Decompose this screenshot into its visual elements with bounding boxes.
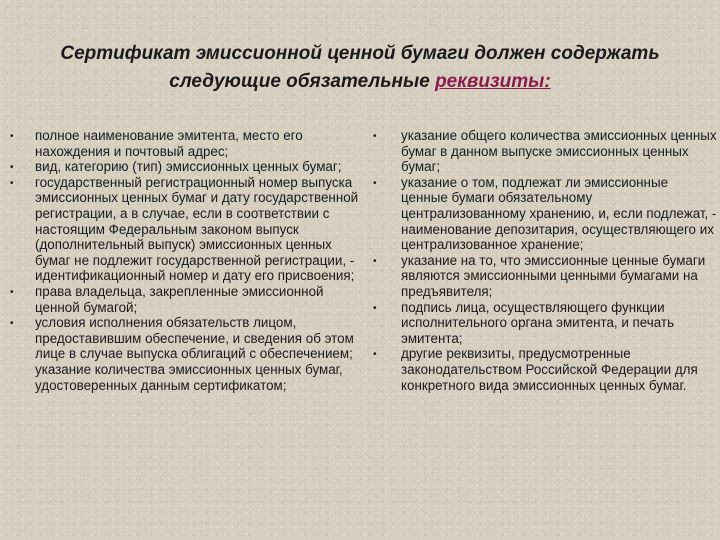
list-item — [10, 128, 360, 159]
list-item — [373, 128, 718, 175]
list-item-text: государственный регистрационный номер выпуска эмиссионных ценных бумаг и дату государственной регистрации, а в случае, если в соответствии с настоящим Федеральным законом выпуск (дополнительный выпуск) эмиссионных ценных бумаг не подлежит государственной регистрации, - идентификационный номер и дату его присвоения; — [35, 174, 359, 284]
right-column-list — [373, 128, 718, 393]
bullet-icon: • — [373, 131, 377, 142]
title-line-2-prefix: следующие обязательные — [169, 71, 436, 92]
bullet-icon: • — [373, 349, 377, 361]
title-accent-word: реквизиты: — [435, 71, 551, 92]
left-column-list — [10, 128, 360, 393]
list-item-text: указание на то, что эмиссионные ценные бумаги являются эмиссионными ценными бумагами на предъявителя; — [401, 252, 706, 299]
bullet-icon: • — [373, 177, 377, 189]
list-item-text: условия исполнения обязательств лицом, предоставившим обеспечение, и сведения об этом лице в случае выпуска облигаций с обеспечением; указание количества эмиссионных ценных бумаг, удостоверенных данным сертификатом; — [35, 315, 354, 393]
list-item — [373, 175, 718, 253]
list-item — [373, 253, 718, 300]
list-item-text: права владельца, закрепленные эмиссионной ценной бумагой; — [35, 283, 324, 315]
bullet-icon: • — [373, 255, 377, 267]
list-item-text: указание общего количества эмиссионных ценных бумаг в данном выпуске эмиссионных ценных бумаг; — [401, 128, 717, 175]
list-item-text: другие реквизиты, предусмотренные законодательством Российской Федерации для конкретного вида эмиссионных ценных бумаг. — [401, 346, 698, 393]
list-item-text: полное наименование эмитента, место его нахождения и почтовый адрес; — [35, 128, 303, 159]
title-line-1: Сертификат эмиссионной ценной бумаги должен содержать — [60, 43, 660, 64]
list-item — [10, 175, 360, 284]
bullet-icon: • — [10, 318, 14, 330]
bullet-icon: • — [10, 131, 14, 142]
title-line-2 — [30, 68, 690, 96]
bullet-icon: • — [10, 162, 14, 174]
list-item — [373, 346, 718, 393]
list-item — [10, 159, 360, 175]
list-item — [373, 300, 718, 347]
bullet-icon: • — [10, 286, 14, 298]
bullet-icon: • — [10, 177, 14, 189]
list-item-text: подпись лица, осуществляющего функции исполнительного органа эмитента, и печать эмитента; — [401, 299, 675, 346]
bullet-icon: • — [373, 302, 377, 314]
slide-title — [30, 40, 690, 96]
list-item-text: вид, категорию (тип) эмиссионных ценных бумаг; — [35, 159, 342, 175]
list-item — [10, 284, 360, 315]
list-item — [10, 315, 360, 393]
list-item-text: указание о том, подлежат ли эмиссионные ценные бумаги обязательному централизованному хранению, и, если подлежат, - наименование депозитария, осуществляющего их централизованное хранение; — [401, 174, 717, 253]
